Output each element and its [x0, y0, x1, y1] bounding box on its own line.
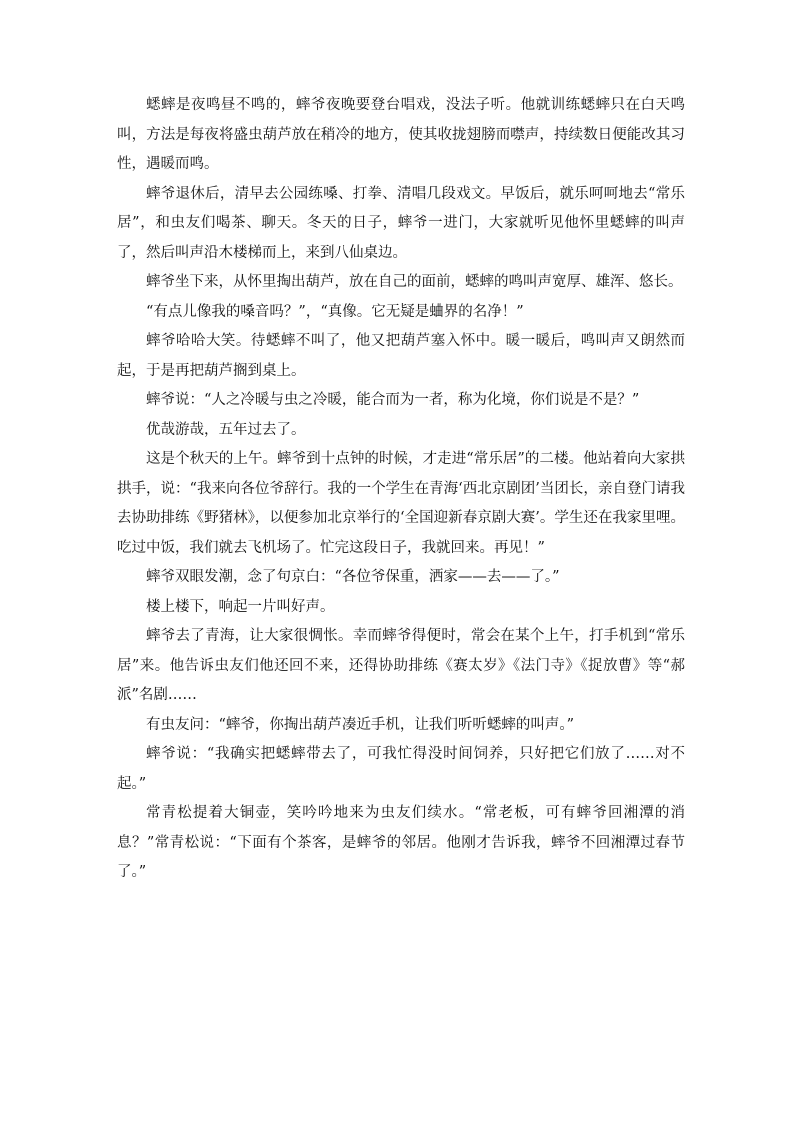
- paragraph: 蟀爷去了青海，让大家很惆怅。幸而蟀爷得便时，常会在某个上午，打手机到“常乐居”来。他告诉虫友们他还回不来，还得协助排练《赛太岁》《法门寺》《捉放曹》等“郝派”名剧……: [117, 628, 685, 703]
- paragraph: 常青松提着大铜壶，笑吟吟地来为虫友们续水。“常老板，可有蟀爷回湘潭的消息？”常青松说：“下面有个茶客，是蟀爷的邻居。他刚才告诉我，蟀爷不回湘潭过春节了。”: [117, 805, 685, 880]
- paragraph: 蟀爷说：“人之冷暖与虫之冷暖，能合而为一者，称为化境，你们说是不是？”: [146, 392, 640, 408]
- paragraph: 蟀爷说：“我确实把蟋蟀带去了，可我忙得没时间饲养，只好把它们放了……对不起。”: [117, 746, 685, 792]
- paragraph: 蟀爷哈哈大笑。待蟋蟀不叫了，他又把葫芦塞入怀中。暖一暖后，鸣叫声又朗然而起，于是再把葫芦搁到桌上。: [117, 333, 685, 379]
- document-body: [117, 91, 685, 888]
- paragraph: 蟀爷退休后，清早去公园练嗓、打拳、清唱几段戏文。早饭后，就乐呵呵地去“常乐居”，和虫友们喝茶、聊天。冬天的日子，蟀爷一进门，大家就听见他怀里蟋蟀的叫声了，然后叫声沿木楼梯而上，来到八仙桌边。: [117, 185, 685, 261]
- paragraph: 蟀爷坐下来，从怀里掏出葫芦，放在自己的面前，蟋蟀的鸣叫声宽厚、雄浑、悠长。: [146, 274, 683, 290]
- paragraph: 楼上楼下，响起一片叫好声。: [146, 598, 335, 615]
- paragraph: 优哉游哉，五年过去了。: [146, 421, 306, 438]
- paragraph: 有虫友问：“蟀爷，你掏出葫芦凑近手机，让我们听听蟋蟀的叫声。”: [146, 716, 575, 733]
- paragraph: 蟀爷双眼发潮，念了句京白：“各位爷保重，洒家——去——了。”: [146, 569, 560, 585]
- paragraph: 蟋蟀是夜鸣昼不鸣的，蟀爷夜晚要登台唱戏，没法子听。他就训练蟋蟀只在白天鸣叫，方法是每夜将盛虫葫芦放在稍冷的地方，使其收拢翅膀而噤声，持续数日便能改其习性，遇暖而鸣。: [117, 97, 685, 172]
- paragraph: 这是个秋天的上午。蟀爷到十点钟的时候，才走进“常乐居”的二楼。他站着向大家拱拱手，说：“我来向各位爷辞行。我的一个学生在青海‘西北京剧团’当团长，亲自登门请我去协助排练《野猪林》，以便参加北京举行的‘全国迎新春京剧大赛’。学生还在我家里哩。吃过中饭，我们就去飞机场了。忙完这段日子，我就回来。再见！”: [117, 451, 685, 556]
- paragraph: “有点儿像我的嗓音吗？”，“真像。它无疑是蛐界的名净！”: [146, 303, 524, 320]
